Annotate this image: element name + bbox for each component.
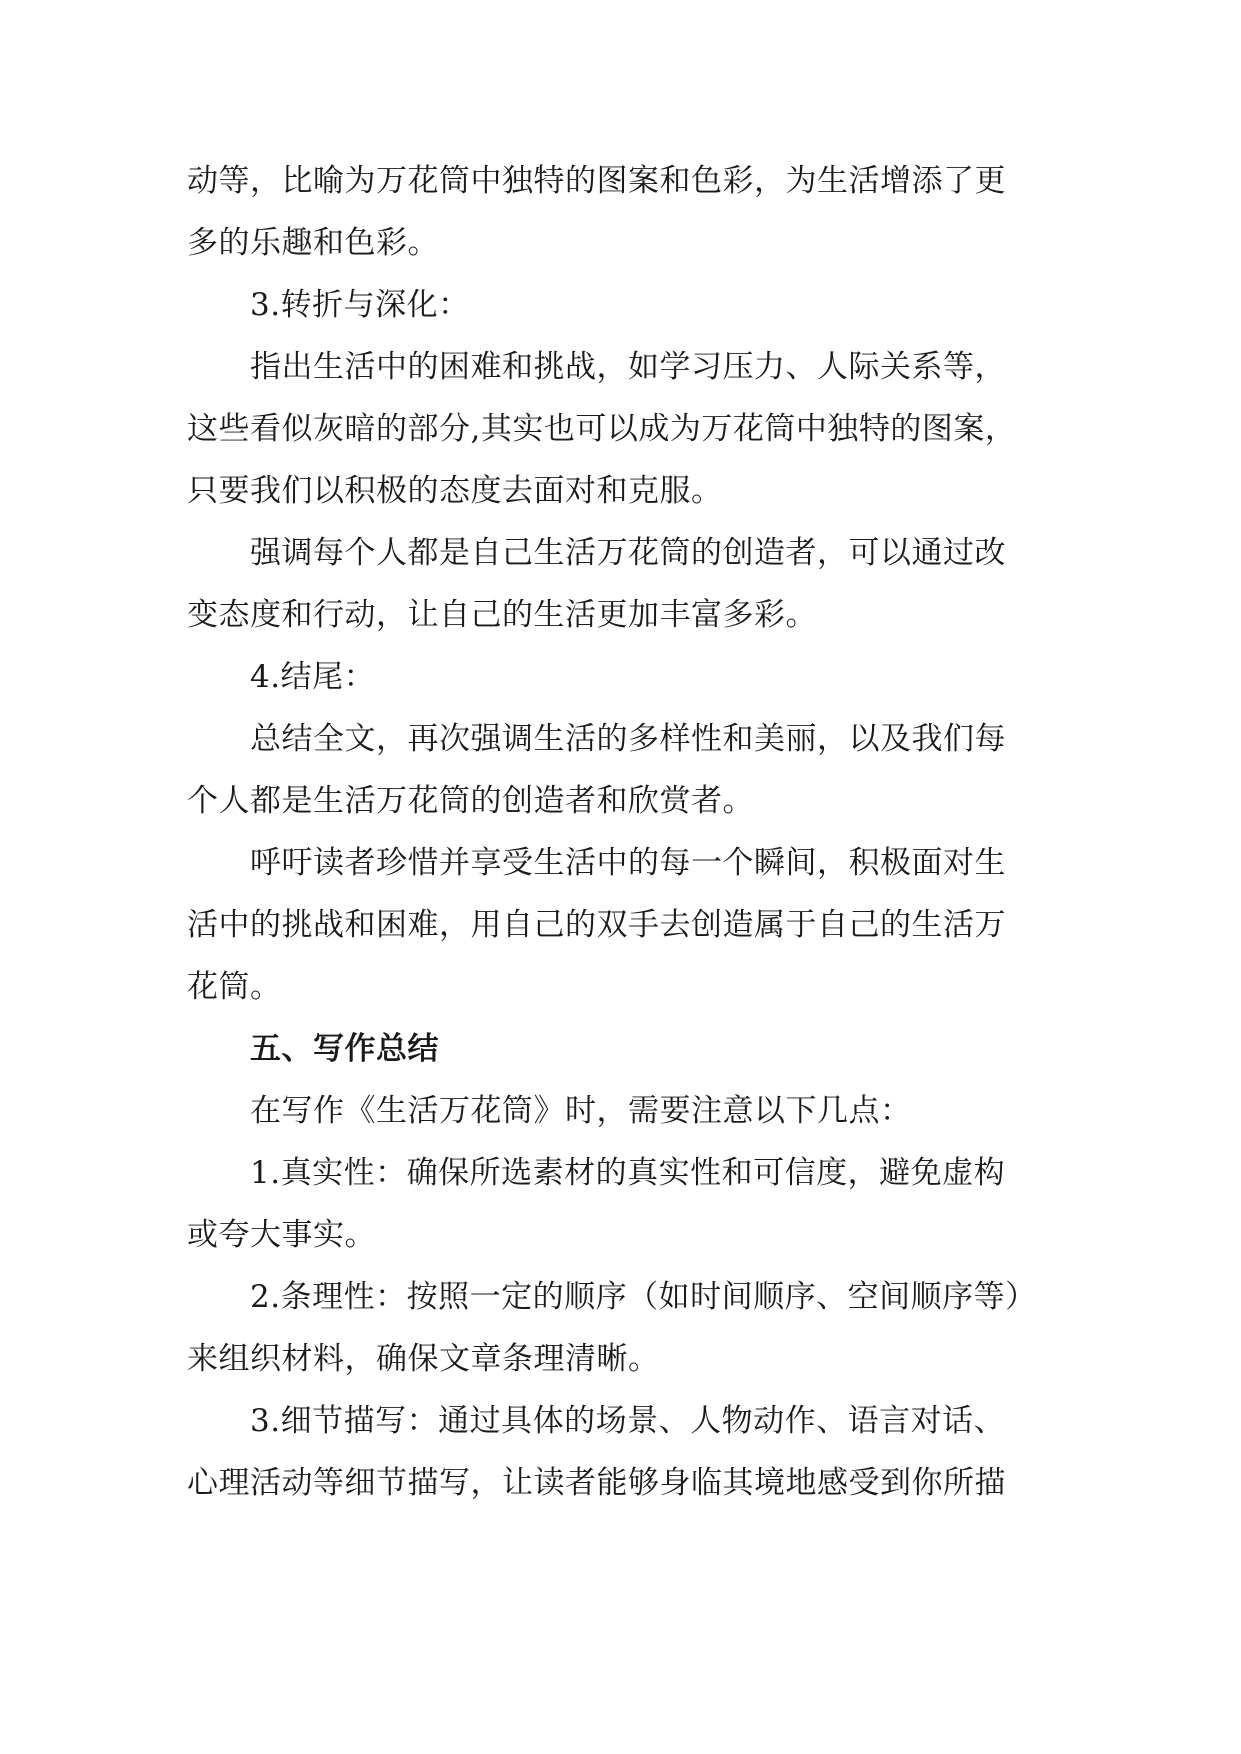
paragraph-continuation-line: 来组织材料，确保文章条理清晰。 (187, 1341, 660, 1377)
paragraph-first-line: 在写作《生活万花筒》时，需要注意以下几点： (250, 1093, 912, 1129)
paragraph-continuation-line: 活中的挑战和困难，用自己的双手去创造属于自己的生活万 (187, 907, 1006, 943)
paragraph-continuation-line: 花筒。 (187, 969, 282, 1005)
section-item-heading: 4.结尾： (250, 659, 376, 695)
paragraph-continuation-line: 心理活动等细节描写，让读者能够身临其境地感受到你所描 (187, 1465, 1006, 1501)
paragraph-first-line: 呼吁读者珍惜并享受生活中的每一个瞬间，积极面对生 (250, 845, 1006, 881)
section-heading: 五、写作总结 (250, 1031, 439, 1067)
paragraph-first-line: 指出生活中的困难和挑战，如学习压力、人际关系等， (250, 349, 1006, 385)
paragraph-continuation-line: 动等，比喻为万花筒中独特的图案和色彩，为生活增添了更 (187, 163, 1006, 199)
paragraph-continuation-line: 变态度和行动，让自己的生活更加丰富多彩。 (187, 597, 817, 633)
list-item-first-line: 1.真实性：确保所选素材的真实性和可信度，避免虚构 (250, 1155, 1006, 1191)
list-item-first-line: 3.细节描写：通过具体的场景、人物动作、语言对话、 (250, 1403, 1006, 1439)
paragraph-first-line: 强调每个人都是自己生活万花筒的创造者，可以通过改 (250, 535, 1006, 571)
paragraph-continuation-line: 或夸大事实。 (187, 1217, 376, 1253)
section-item-heading: 3.转折与深化： (250, 287, 470, 323)
paragraph-continuation-line: 只要我们以积极的态度去面对和克服。 (187, 473, 723, 509)
paragraph-first-line: 总结全文，再次强调生活的多样性和美丽，以及我们每 (250, 721, 1006, 757)
document-body (187, 150, 1055, 1514)
list-item-first-line: 2.条理性：按照一定的顺序（如时间顺序、空间顺序等） (250, 1279, 1037, 1315)
paragraph-continuation-line: 多的乐趣和色彩。 (187, 225, 439, 261)
paragraph-continuation-line: 这些看似灰暗的部分,其实也可以成为万花筒中独特的图案， (187, 411, 1017, 447)
paragraph-continuation-line: 个人都是生活万花筒的创造者和欣赏者。 (187, 783, 754, 819)
